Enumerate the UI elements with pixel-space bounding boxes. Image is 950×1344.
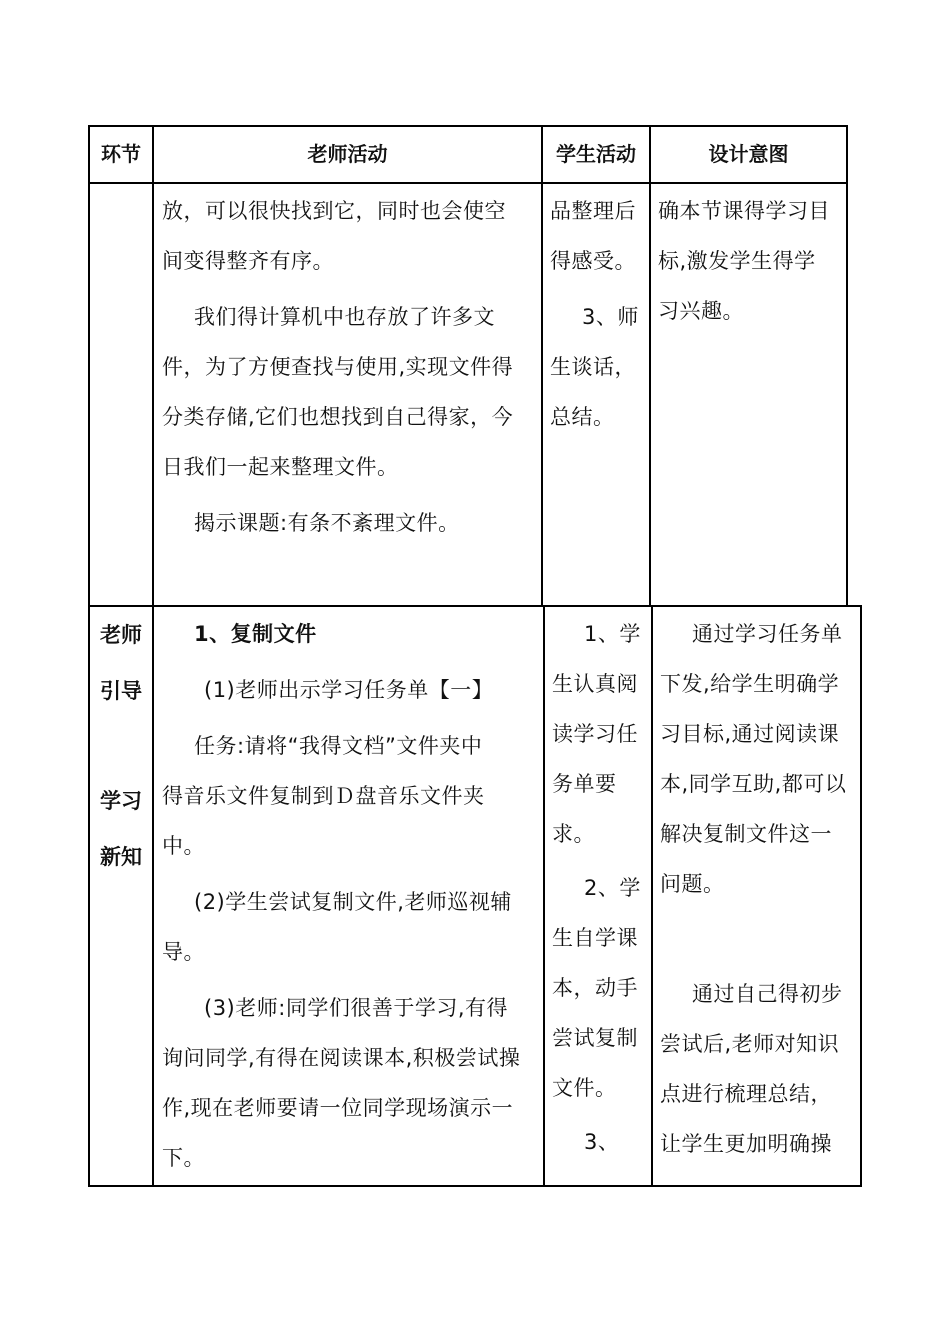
row1-teacher-line: 分类存储,它们也想找到自己得家，今	[162, 405, 514, 429]
row2-intent-line: 让学生更加明确操	[660, 1132, 832, 1156]
col-divider-4	[649, 125, 651, 607]
row1-student-line: 生谈话，	[550, 355, 636, 379]
row2-intent-line: 点进行梳理总结，	[660, 1082, 832, 1106]
col-divider-5b	[860, 605, 862, 1187]
row-divider	[88, 605, 862, 607]
row2-teacher-line: 中。	[162, 834, 205, 858]
row2-teacher-line: (1)老师出示学习任务单【一】	[204, 678, 494, 702]
row2-stage-line: 引导	[100, 679, 142, 703]
row1-teacher-line: 日我们一起来整理文件。	[162, 455, 399, 479]
row2-student-line: 读学习任	[552, 722, 638, 746]
row2-teacher-line: 得音乐文件复制到Ｄ盘音乐文件夹	[162, 784, 485, 808]
col-divider-2b	[152, 605, 154, 1187]
row1-teacher-line: 我们得计算机中也存放了许多文	[194, 305, 495, 329]
row2-student-line: 本，动手	[552, 976, 638, 1000]
row2-teacher-cell	[162, 609, 540, 1183]
header-stage: 环节	[101, 142, 141, 166]
row2-stage-line: 老师	[100, 623, 142, 647]
row2-intent-line: 通过学习任务单	[692, 622, 843, 646]
row2-student-line: 生认真阅	[552, 672, 638, 696]
col-divider-5	[846, 125, 848, 607]
row2-student-line: 1、学	[584, 622, 641, 646]
row2-intent-line: 习目标,通过阅读课	[660, 722, 840, 746]
col-divider-3b	[543, 605, 545, 1187]
row2-student-line: 务单要	[552, 772, 617, 796]
col-divider-2	[152, 125, 154, 607]
row1-intent-line: 标,激发学生得学	[658, 249, 816, 273]
row1-student-line: 品整理后	[550, 199, 636, 223]
row2-teacher-line: 询问同学,有得在阅读课本,积极尝试操	[162, 1046, 521, 1070]
row2-teacher-line: 导。	[162, 940, 205, 964]
row2-student-line: 生自学课	[552, 926, 638, 950]
row2-teacher-line: 作,现在老师要请一位同学现场演示一	[162, 1096, 514, 1120]
col-divider-4b	[651, 605, 653, 1187]
row2-teacher-line: (2)学生尝试复制文件,老师巡视辅	[194, 890, 512, 914]
row2-intent-line: 本,同学互助,都可以	[660, 772, 847, 796]
row1-intent-line: 确本节课得学习目	[658, 199, 830, 223]
row1-intent-line: 习兴趣。	[658, 299, 744, 323]
row1-student-line: 得感受。	[550, 249, 636, 273]
row2-section-title: 1、复制文件	[194, 622, 317, 646]
row1-teacher-line: 揭示课题:有条不紊理文件。	[194, 511, 460, 535]
row1-student-cell	[550, 186, 648, 442]
row2-teacher-line: (3)老师:同学们很善于学习,有得	[204, 996, 508, 1020]
row2-student-cell	[552, 609, 650, 1167]
row2-intent-line: 下发,给学生明确学	[660, 672, 840, 696]
row2-student-line: 3、	[584, 1130, 620, 1154]
row2-intent-line: 尝试后,老师对知识	[660, 1032, 840, 1056]
row2-teacher-line: 下。	[162, 1146, 205, 1170]
row1-teacher-cell	[162, 186, 537, 548]
row1-student-line: 总结。	[550, 405, 615, 429]
row2-intent-line: 通过自己得初步	[692, 982, 843, 1006]
header-student: 学生活动	[556, 142, 636, 166]
row1-teacher-line: 放，可以很快找到它，同时也会使空	[162, 199, 506, 223]
row2-intent-line: 解决复制文件这一	[660, 822, 832, 846]
row2-stage-line: 新知	[100, 845, 142, 869]
row1-teacher-line: 间变得整齐有序。	[162, 249, 334, 273]
table-border-bottom	[88, 1185, 862, 1187]
row2-intent-line: 问题。	[660, 872, 725, 896]
row2-student-line: 求。	[552, 822, 595, 846]
row2-teacher-line: 任务:请将“我得文档”文件夹中	[194, 734, 483, 758]
row2-student-line: 尝试复制	[552, 1026, 638, 1050]
row1-student-line: 3、师	[582, 305, 639, 329]
row2-stage-line: 学习	[100, 789, 142, 813]
row2-student-line: 2、学	[584, 876, 641, 900]
row1-teacher-line: 件，为了方便查找与使用,实现文件得	[162, 355, 514, 379]
col-divider-3	[541, 125, 543, 607]
header-divider	[88, 182, 848, 184]
row2-student-line: 文件。	[552, 1076, 617, 1100]
row1-intent-cell	[658, 186, 844, 336]
row2-intent-cell	[660, 609, 858, 1169]
col-divider-1	[88, 125, 90, 607]
header-intent: 设计意图	[708, 142, 789, 166]
header-teacher: 老师活动	[307, 142, 388, 166]
